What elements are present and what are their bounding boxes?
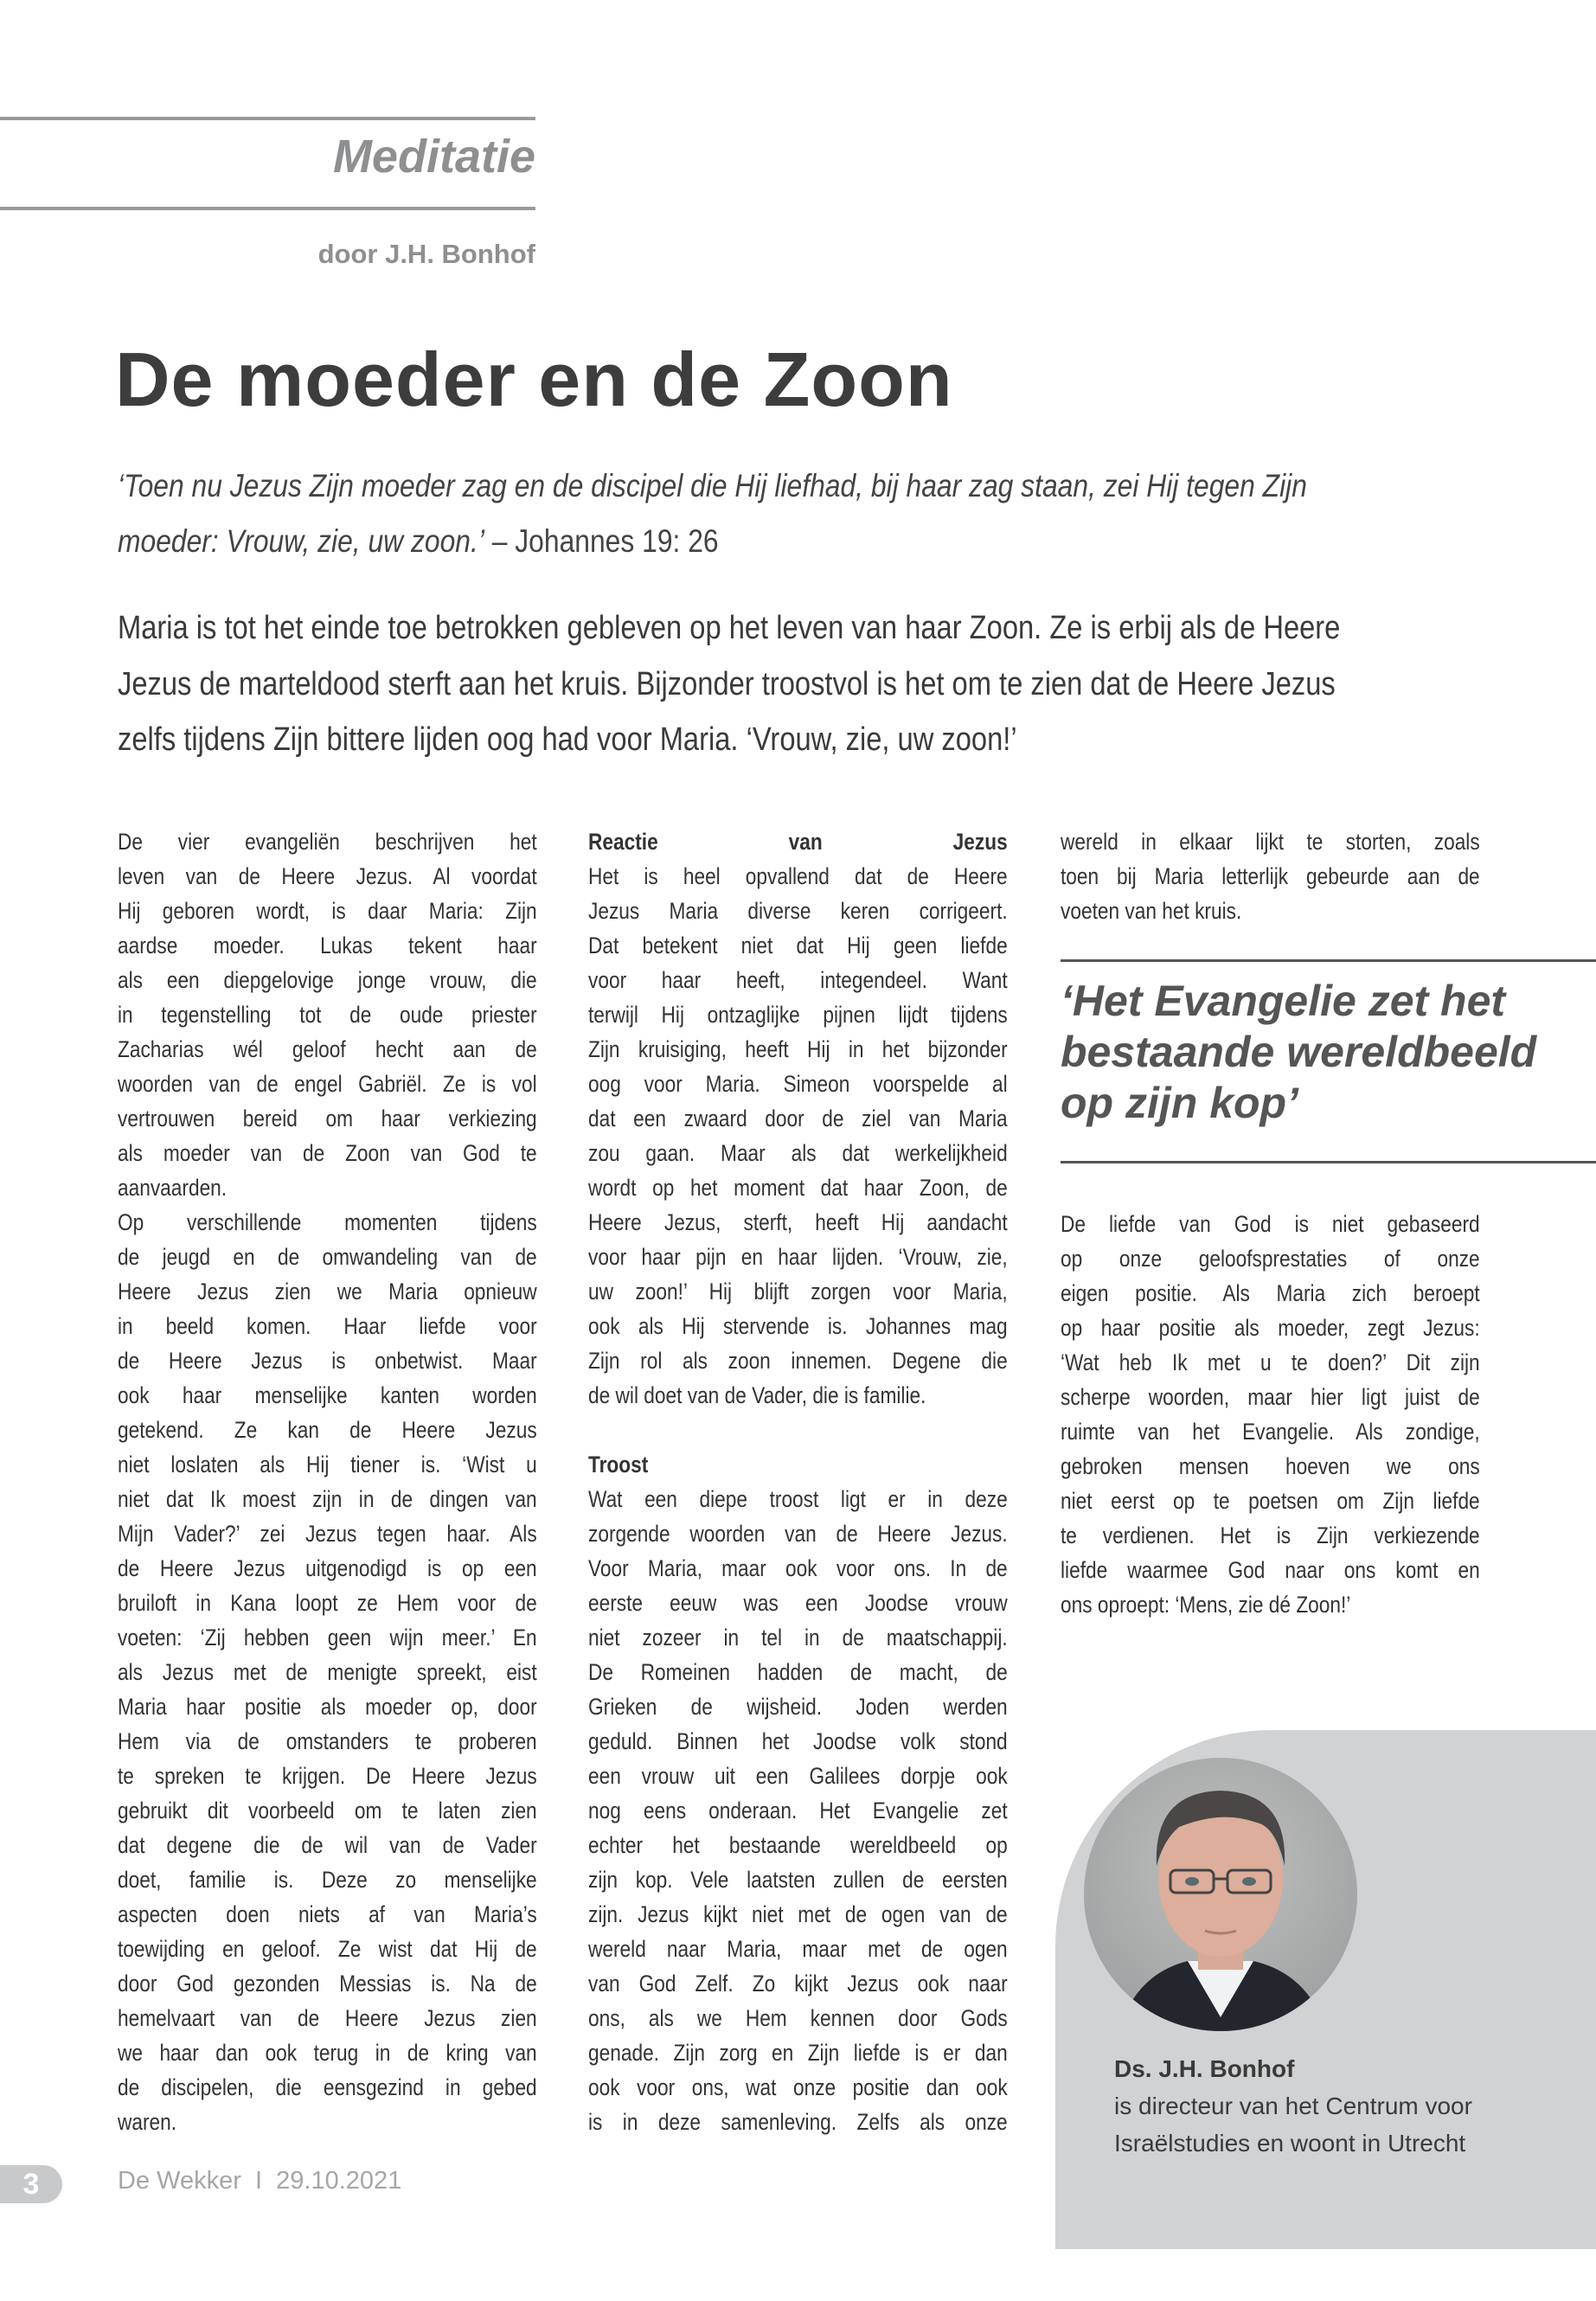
paragraph [588,859,1008,1413]
text-line: scherpe woorden, maar hier ligt juist de [1061,1384,1480,1410]
column-3-bottom [1061,1207,1480,1622]
text-line: van God Zelf. Zo kijkt Jezus ook naar [588,1971,1008,1997]
quote-reference: – Johannes 19: 26 [484,523,719,559]
text-line: Mijn Vader?’ zei Jezus tegen haar. Als [118,1521,537,1547]
text-line: Jezus Maria diverse keren corrigeert. [588,898,1008,924]
text-line: Op verschillende momenten tijdens [118,1209,537,1235]
text-line: liefde waarmee God naar ons komt en [1061,1557,1480,1583]
article-title: De moeder en de Zoon [115,336,953,422]
text-line: dat degene die de wil van de Vader [118,1832,537,1858]
text-line: als een diepgelovige jonge vrouw, die [118,967,537,993]
text-line: eigen positie. Als Maria zich beroept [1061,1280,1480,1306]
paragraph [588,1482,1008,2139]
text-line: Hem via de omstanders te proberen [118,1728,537,1754]
text-line: gebruikt dit voorbeeld om te laten zien [118,1798,537,1823]
text-line: Heere Jezus, sterft, heeft Hij aandacht [588,1209,1008,1235]
text-line: geduld. Binnen het Joodse volk stond [588,1728,1008,1754]
text-line: niet eerst op te poetsen om Zijn liefde [1061,1488,1480,1514]
quote-line: ‘Toen nu Jezus Zijn moeder zag en de discipel die Hij liefhad, bij haar zag staan, zei Hij tegen Zijn [118,468,1307,503]
text-line: ons, als we Hem kennen door Gods [588,2005,1008,2031]
paragraph [118,1205,537,2139]
text-line: genade. Zijn zorg en Zijn liefde is er dan [588,2040,1008,2066]
text-line: voeten van het kruis. [1061,898,1242,924]
text-line: de wil doet van de Vader, die is familie. [588,1382,926,1408]
text-line: ruimte van het Evangelie. Als zondige, [1061,1419,1480,1445]
text-line: Wat een diepe troost ligt er in deze [588,1486,1008,1512]
pull-quote [1061,976,1536,1129]
text-line: nog eens onderaan. Het Evangelie zet [588,1798,1008,1823]
page-number: 3 [0,2165,62,2203]
text-line: leven van de Heere Jezus. Al voordat [118,863,537,889]
pullquote-rule-top [1061,959,1596,962]
text-line: niet dat Ik moest zijn in de dingen van [118,1486,537,1512]
text-line: wereld naar Maria, maar met de ogen [588,1936,1008,1962]
paragraph [118,824,537,1205]
text-line: ook als Hij stervende is. Johannes mag [588,1313,1008,1339]
intro-line: zelfs tijdens Zijn bittere lijden oog had voor Maria. ‘Vrouw, zie, uw zoon!’ [118,721,1017,758]
text-line: eerste eeuw was een Joodse vrouw [588,1590,1008,1616]
author-photo [1084,1758,1357,2031]
text-line: aardse moeder. Lukas tekent haar [118,933,537,958]
text-line: niet zozeer in tel in de maatschappij. [588,1625,1008,1650]
text-line: aanvaarden. [118,1175,228,1201]
text-line: oog voor Maria. Simeon voorspelde al [588,1071,1008,1097]
text-line: Dat betekent niet dat Hij geen liefde [588,933,1008,958]
text-line: Maria haar positie als moeder op, door [118,1694,537,1720]
pull-quote-line: bestaande wereldbeeld [1061,1028,1537,1076]
section-title: Meditatie [332,131,535,183]
text-line: als Jezus met de menigte spreekt, eist [118,1659,537,1685]
column-2 [588,824,1008,2139]
pull-quote-line: ‘Het Evangelie zet het [1061,977,1506,1025]
text-line: zijn kop. Vele laatsten zullen de eersten [588,1867,1008,1893]
text-line: zijn. Jezus kijkt niet met de ogen van de [588,1901,1008,1927]
text-line: de Heere Jezus uitgenodigd is op een [118,1555,537,1581]
pull-quote-line: op zijn kop’ [1061,1079,1298,1127]
text-line: in beeld komen. Haar liefde voor [118,1313,537,1339]
text-line: waren. [118,2109,177,2135]
paragraph [1061,1207,1480,1622]
subheading: Reactie van Jezus [588,829,1008,855]
text-line: uw zoon!’ Hij blijft zorgen voor Maria, [588,1279,1008,1304]
text-line: doet, familie is. Deze zo menselijke [118,1867,537,1893]
author-bio-line: is directeur van het Centrum voor [1114,2093,1472,2119]
text-line: voor haar pijn en haar lijden. ‘Vrouw, zie, [588,1244,1008,1270]
text-line: hemelvaart van de Heere Jezus zien [118,2005,537,2031]
text-line: voor haar heeft, integendeel. Want [588,967,1008,993]
intro-line: Maria is tot het einde toe betrokken gebleven op het leven van haar Zoon. Ze is erbij als de Heere [118,610,1341,646]
byline: door J.H. Bonhof [317,239,535,269]
text-line: Zijn rol als zoon innemen. Degene die [588,1348,1008,1374]
text-line: Voor Maria, maar ook voor ons. In de [588,1555,1008,1581]
text-line: de discipelen, die eensgezind in gebed [118,2074,537,2100]
header-rule-bottom [0,207,535,210]
paragraph-gap [588,1413,1008,1447]
text-line: Grieken de wijsheid. Joden werden [588,1694,1008,1720]
text-line: te spreken te krijgen. De Heere Jezus [118,1763,537,1789]
text-line: voeten: ‘Zij hebben geen wijn meer.’ En [118,1625,537,1650]
text-line: de jeugd en de omwandeling van de [118,1244,537,1270]
text-line: op onze geloofsprestaties of onze [1061,1246,1480,1272]
text-line: is in deze samenleving. Zelfs als onze [588,2109,1008,2135]
text-line: zou gaan. Maar als dat werkelijkheid [588,1140,1008,1166]
text-line: echter het bestaande wereldbeeld op [588,1832,1008,1858]
text-line: de Heere Jezus is onbetwist. Maar [118,1348,537,1374]
text-line: toewijding en geloof. Ze wist dat Hij de [118,1936,537,1962]
text-line: Zacharias wél geloof hecht aan de [118,1036,537,1062]
text-line: bruiloft in Kana loopt ze Hem voor de [118,1590,537,1616]
text-line: ook haar menselijke kanten worden [118,1382,537,1408]
author-name: Ds. J.H. Bonhof [1114,2055,1295,2082]
text-line: De Romeinen hadden de macht, de [588,1659,1008,1685]
paragraph [1061,824,1480,928]
text-line: ons oproept: ‘Mens, zie dé Zoon!’ [1061,1592,1351,1618]
column-1 [118,824,537,2139]
text-line: als moeder van de Zoon van God te [118,1140,537,1166]
text-line: te verdienen. Het is Zijn verkiezende [1061,1522,1480,1548]
text-line: woorden van de engel Gabriël. Ze is vol [118,1071,537,1097]
author-bio-line: Israëlstudies en woont in Utrecht [1114,2130,1466,2157]
text-line: we haar dan ook terug in de kring van [118,2040,537,2066]
text-line: gebroken mensen hoeven we ons [1061,1453,1480,1479]
quote-line [118,514,1481,569]
author-bio [1114,2050,1472,2162]
text-line: Zijn kruisiging, heeft Hij in het bijzonder [588,1036,1008,1062]
scripture-quote [118,458,1481,569]
subheading: Troost [588,1452,649,1477]
intro-paragraph [118,600,1481,768]
text-line: getekend. Ze kan de Heere Jezus [118,1417,537,1443]
text-line: zorgende woorden van de Heere Jezus. [588,1521,1008,1547]
text-line: wordt op het moment dat haar Zoon, de [588,1175,1008,1201]
text-line: Het is heel opvallend dat de Heere [588,863,1008,889]
text-line: in tegenstelling tot de oude priester [118,1002,537,1028]
text-line: De vier evangeliën beschrijven het [118,829,537,855]
column-3-top [1061,824,1480,928]
text-line: aspecten doen niets af van Maria’s [118,1901,537,1927]
text-line: Hij geboren wordt, is daar Maria: Zijn [118,898,537,924]
text-line: De liefde van God is niet gebaseerd [1061,1211,1480,1237]
text-line: op haar positie als moeder, zegt Jezus: [1061,1315,1480,1341]
text-line: een vrouw uit een Galilees dorpje ook [588,1763,1008,1789]
text-line: wereld in elkaar lijkt te storten, zoals [1061,829,1480,855]
text-line: niet loslaten als Hij tiener is. ‘Wist u [118,1452,537,1477]
text-line: vertrouwen bereid om haar verkiezing [118,1106,537,1131]
pullquote-rule-bottom [1061,1161,1596,1163]
text-line: door God gezonden Messias is. Na de [118,1971,537,1997]
text-line: ook voor ons, wat onze positie dan ook [588,2074,1008,2100]
text-line: ‘Wat heb Ik met u te doen?’ Dit zijn [1061,1349,1480,1375]
text-line: toen bij Maria letterlijk gebeurde aan de [1061,863,1480,889]
header-rule-top [0,117,535,120]
text-line: terwijl Hij ontzaglijke pijnen lijdt tijdens [588,1002,1008,1028]
quote-line-text: moeder: Vrouw, zie, uw zoon.’ [118,523,484,559]
footer-publication: De Wekker I 29.10.2021 [118,2167,402,2195]
text-line: dat een zwaard door de ziel van Maria [588,1106,1008,1131]
text-line: Heere Jezus zien we Maria opnieuw [118,1279,537,1304]
intro-line: Jezus de marteldood sterft aan het kruis. Bijzonder troostvol is het om te zien dat de Heere Jezus [118,665,1336,702]
